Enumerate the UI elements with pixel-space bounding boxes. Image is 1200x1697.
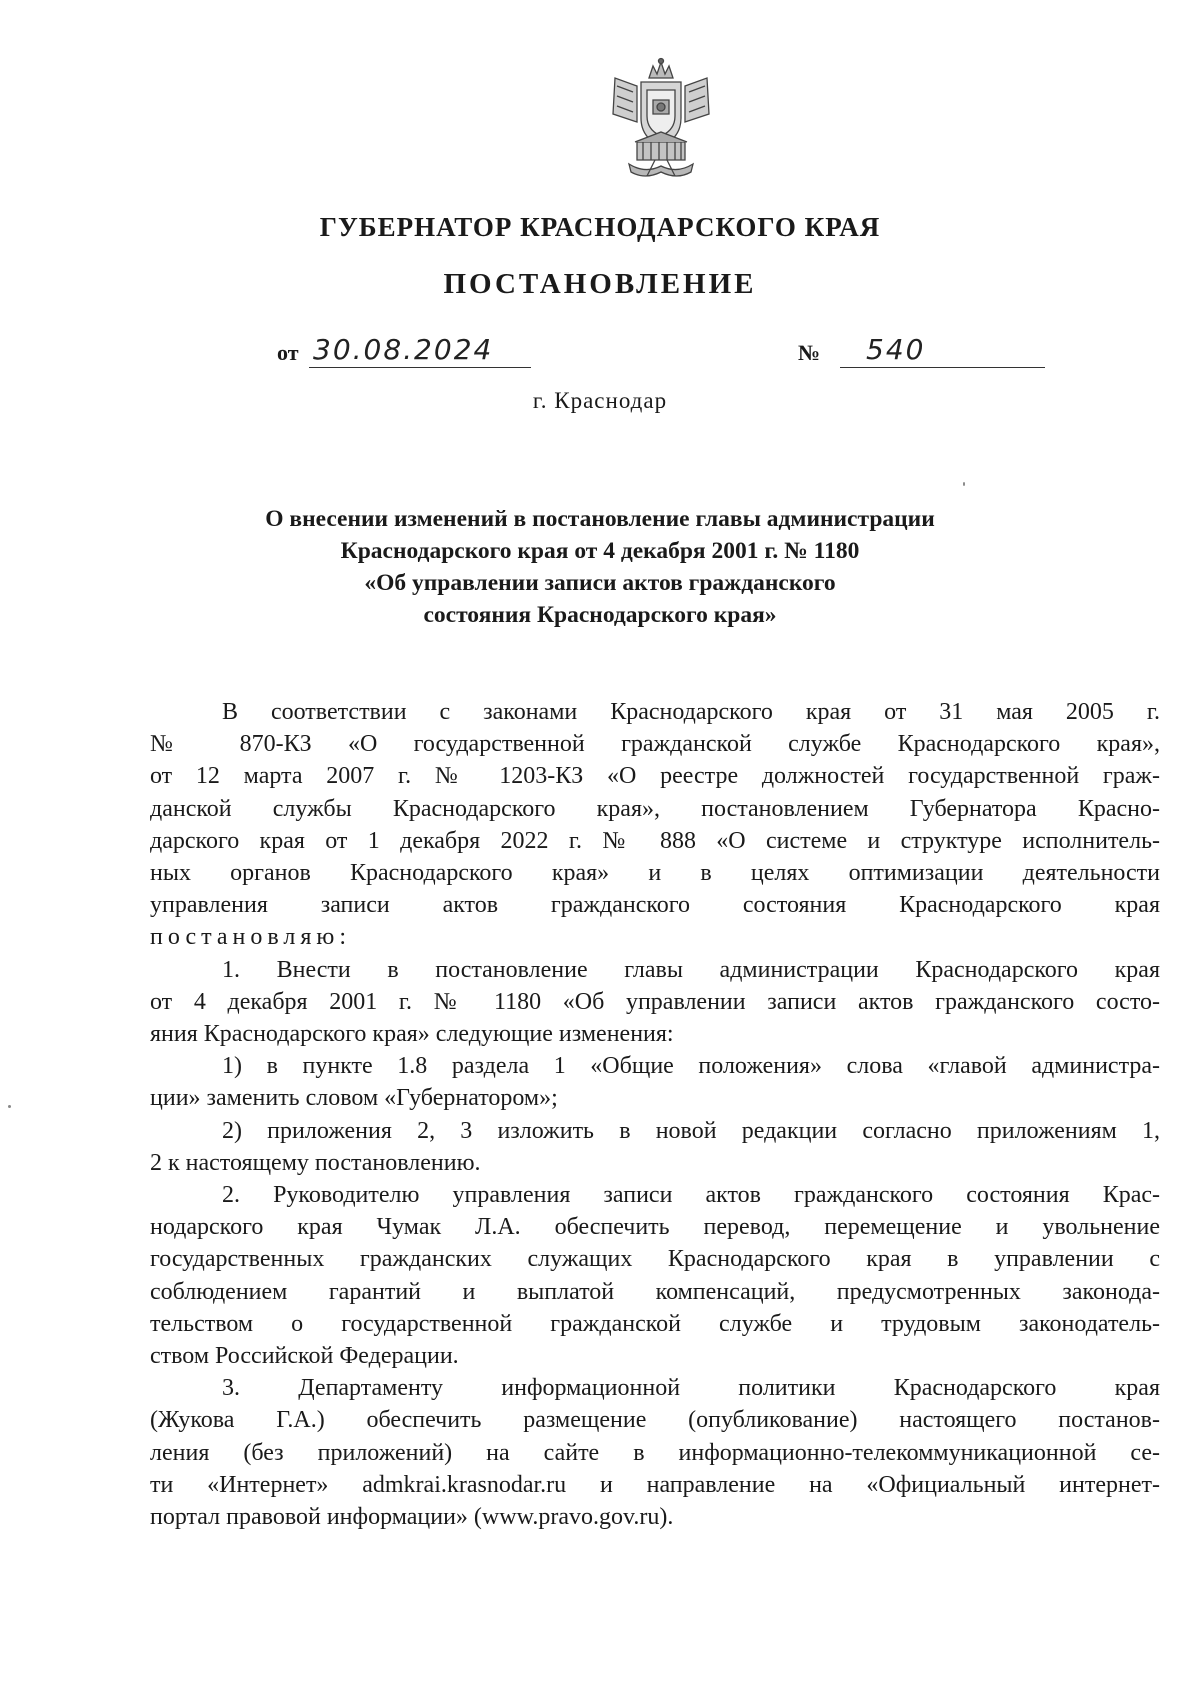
date-label: от bbox=[277, 340, 299, 365]
coat-of-arms-emblem bbox=[607, 56, 715, 180]
body-line: яния Краснодарского края» следующие изменения: bbox=[150, 1021, 674, 1048]
title-line: Краснодарского края от 4 декабря 2001 г. № 1180 bbox=[340, 538, 860, 564]
body-line: ления (без приложений) на сайте в информационно-телекоммуникационной се- bbox=[150, 1439, 1160, 1466]
document-title bbox=[150, 503, 1050, 631]
body-line: 2) приложения 2, 3 изложить в новой редакции согласно приложениям 1, bbox=[222, 1117, 1160, 1144]
body-line: 2 к настоящему постановлению. bbox=[150, 1149, 481, 1176]
body-line-decree: постановляю: bbox=[150, 924, 351, 951]
body-line: от 12 марта 2007 г. № 1203-КЗ «О реестре должностей государственной граж- bbox=[150, 763, 1160, 790]
body-line: ных органов Краснодарского края» и в целях оптимизации деятельности bbox=[150, 860, 1160, 887]
title-line: О внесении изменений в постановление главы администрации bbox=[265, 506, 935, 532]
body-line: дарского края от 1 декабря 2022 г. № 888 «О системе и структуре исполнитель- bbox=[150, 827, 1160, 854]
number-label: № bbox=[798, 340, 821, 365]
scan-speck bbox=[963, 482, 965, 486]
number-row bbox=[798, 330, 1048, 370]
body-line: управления записи актов гражданского состояния Краснодарского края bbox=[150, 892, 1160, 919]
document-type: ПОСТАНОВЛЕНИЕ bbox=[443, 268, 757, 300]
body-line: 3. Департаменту информационной политики Краснодарского края bbox=[222, 1375, 1160, 1402]
body-line: государственных гражданских служащих Краснодарского края в управлении с bbox=[150, 1246, 1160, 1273]
date-row bbox=[277, 330, 537, 370]
body-line: нодарского края Чумак Л.А. обеспечить перевод, перемещение и увольнение bbox=[150, 1214, 1160, 1241]
document-body bbox=[150, 696, 1160, 1533]
body-line: от 4 декабря 2001 г. № 1180 «Об управлении записи актов гражданского состо- bbox=[150, 988, 1160, 1015]
date-underline bbox=[309, 367, 531, 368]
body-line: ством Российской Федерации. bbox=[150, 1343, 459, 1370]
body-line: (Жукова Г.А.) обеспечить размещение (опубликование) настоящего постанов- bbox=[150, 1407, 1160, 1434]
body-line: 1. Внести в постановление главы администрации Краснодарского края bbox=[222, 956, 1160, 983]
title-line: состояния Краснодарского края» bbox=[423, 602, 777, 628]
title-line: «Об управлении записи актов гражданского bbox=[364, 570, 836, 596]
date-handwritten: 30.08.2024 bbox=[313, 333, 494, 366]
number-handwritten: 540 bbox=[866, 333, 926, 366]
number-underline bbox=[840, 367, 1045, 368]
body-line: ции» заменить словом «Губернатором»; bbox=[150, 1085, 558, 1112]
body-line: В соответствии с законами Краснодарского края от 31 мая 2005 г. bbox=[222, 699, 1160, 725]
body-line: № 870-КЗ «О государственной гражданской службе Краснодарского края», bbox=[150, 731, 1160, 758]
body-line: ти «Интернет» admkrai.krasnodar.ru и направление на «Официальный интернет- bbox=[150, 1471, 1160, 1498]
body-line: тельством о государственной гражданской службе и трудовым законодатель- bbox=[150, 1310, 1160, 1337]
body-line: данской службы Краснодарского края», постановлением Губернатора Красно- bbox=[150, 795, 1160, 822]
body-line: 1) в пункте 1.8 раздела 1 «Общие положения» слова «главой администра- bbox=[222, 1053, 1160, 1080]
body-line: соблюдением гарантий и выплатой компенсаций, предусмотренных законода- bbox=[150, 1278, 1160, 1305]
body-line: портал правовой информации» (www.pravo.gov.ru). bbox=[150, 1504, 674, 1531]
issuing-authority: ГУБЕРНАТОР КРАСНОДАРСКОГО КРАЯ bbox=[319, 212, 881, 242]
body-line: 2. Руководителю управления записи актов гражданского состояния Крас- bbox=[222, 1182, 1160, 1209]
scan-speck bbox=[8, 1105, 11, 1108]
city-line: г. Краснодар bbox=[532, 388, 668, 413]
